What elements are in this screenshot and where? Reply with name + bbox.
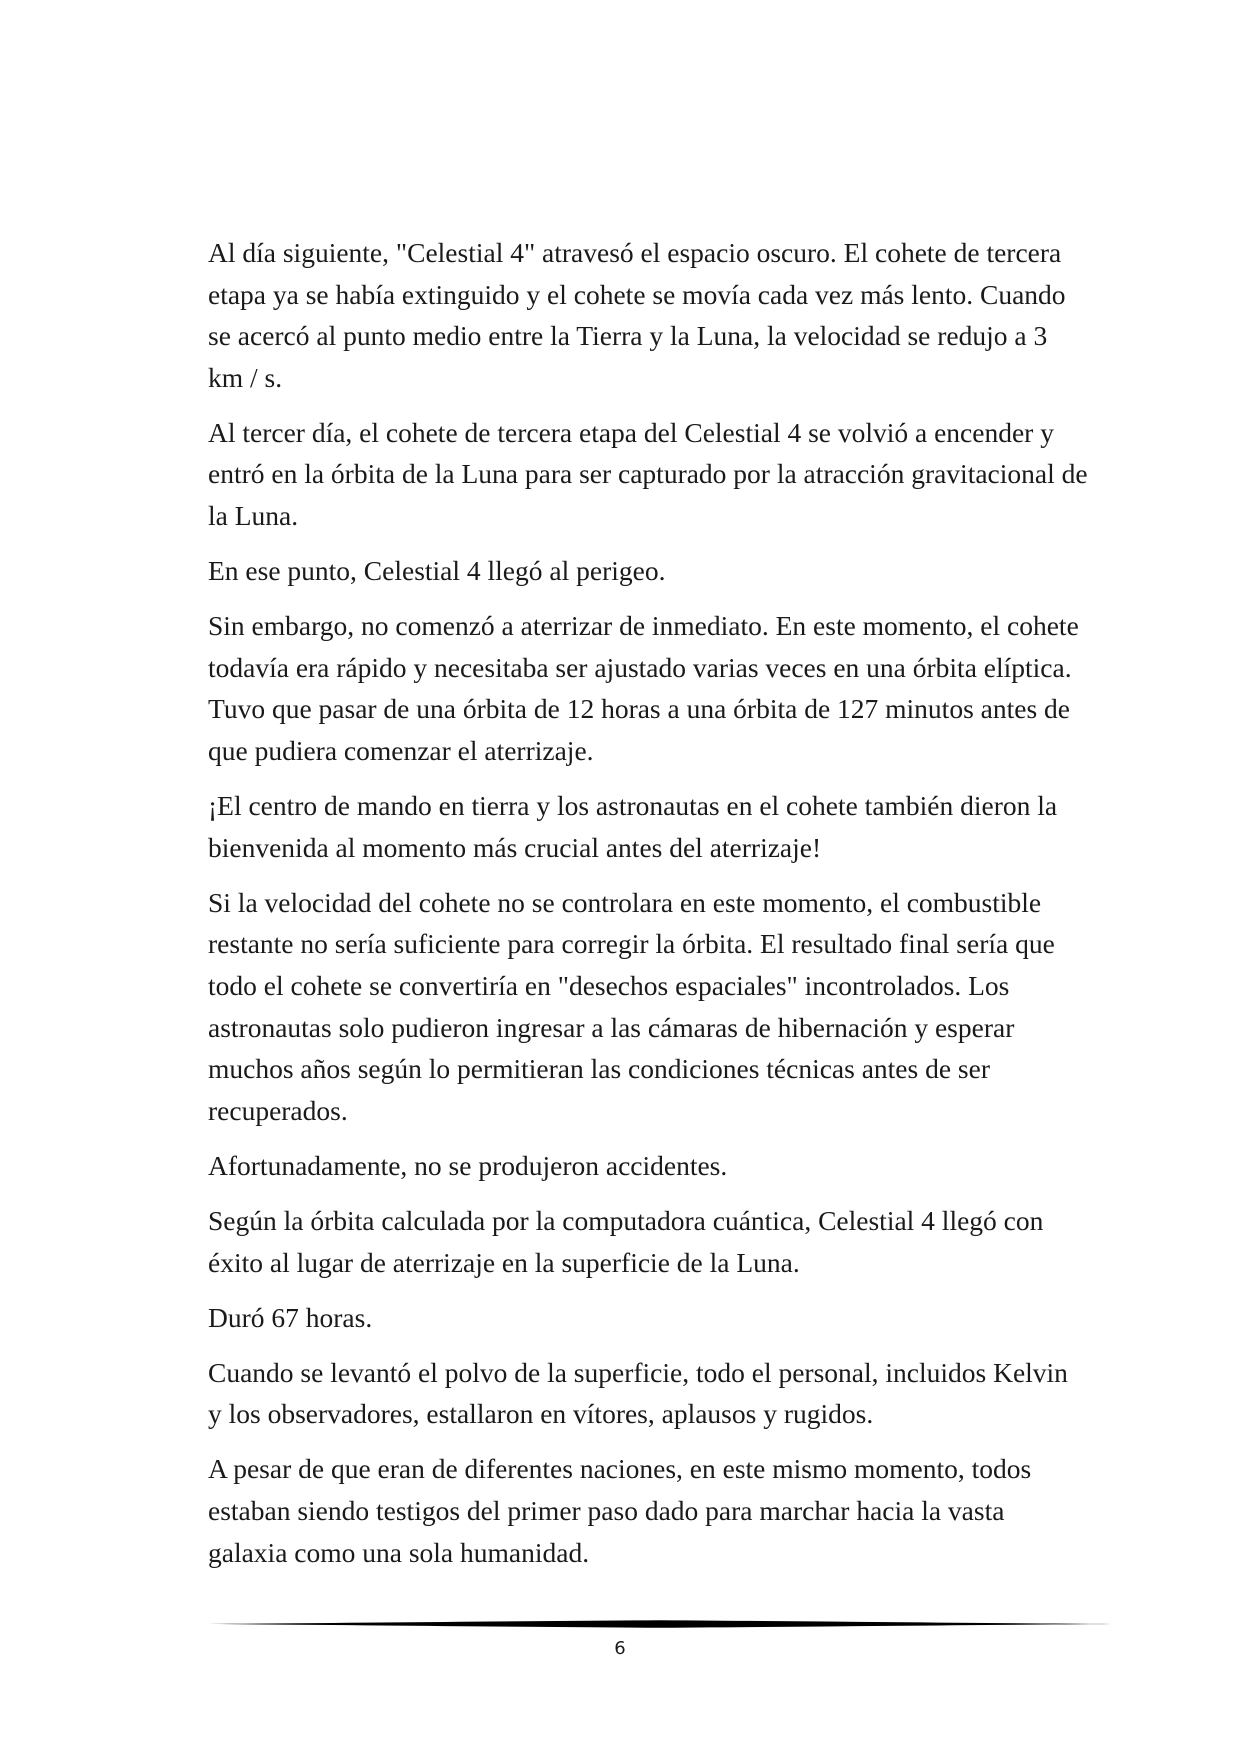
page-body-text — [208, 232, 1088, 1587]
page-number: 6 — [614, 1638, 626, 1659]
paragraph: Sin embargo, no comenzó a aterrizar de inmediato. En este momento, el cohete todavía era rápido y necesitaba ser ajustado varias veces en una órbita elíptica. Tuvo que pasar de una órbita de 12 horas a una órbita de 127 minutos antes de que pudiera comenzar el aterrizaje. — [208, 610, 1079, 767]
paragraph: Duró 67 horas. — [208, 1301, 373, 1333]
paragraph: Afortunadamente, no se produjeron accidentes. — [208, 1149, 728, 1181]
paragraph: En ese punto, Celestial 4 llegó al perigeo. — [208, 555, 666, 587]
paragraph: Si la velocidad del cohete no se controlara en este momento, el combustible restante no sería suficiente para corregir la órbita. El resultado final sería que todo el cohete se convertiría en "desechos espaciales" incontrolados. Los astronautas solo pudieron ingresar a las cámaras de hibernación y esperar muchos años según lo permitieran las condiciones técnicas antes de ser recuperados. — [208, 886, 1055, 1126]
paragraph: Según la órbita calculada por la computadora cuántica, Celestial 4 llegó con éxito al lugar de aterrizaje en la superficie de la Luna. — [208, 1204, 1044, 1278]
paragraph: ¡El centro de mando en tierra y los astronautas en el cohete también dieron la bienvenida al momento más crucial antes del aterrizaje! — [208, 790, 1058, 863]
paragraph: Al tercer día, el cohete de tercera etapa del Celestial 4 se volvió a encender y entró en la órbita de la Luna para ser capturado por la atracción gravitacional de la Luna. — [208, 416, 1088, 532]
paragraph: A pesar de que eran de diferentes naciones, en este mismo momento, todos estaban siendo testigos del primer paso dado para marchar hacia la vasta galaxia como una sola humanidad. — [208, 1453, 1032, 1568]
footer-rule — [208, 1618, 1112, 1630]
paragraph: Al día siguiente, "Celestial 4" atravesó el espacio oscuro. El cohete de tercera etapa ya se había extinguido y el cohete se movía cada vez más lento. Cuando se acercó al punto medio entre la Tierra y la Luna, la velocidad se redujo a 3 km / s. — [208, 237, 1066, 393]
paragraph: Cuando se levantó el polvo de la superficie, todo el personal, incluidos Kelvin y los observadores, estallaron en vítores, aplausos y rugidos. — [208, 1356, 1068, 1430]
